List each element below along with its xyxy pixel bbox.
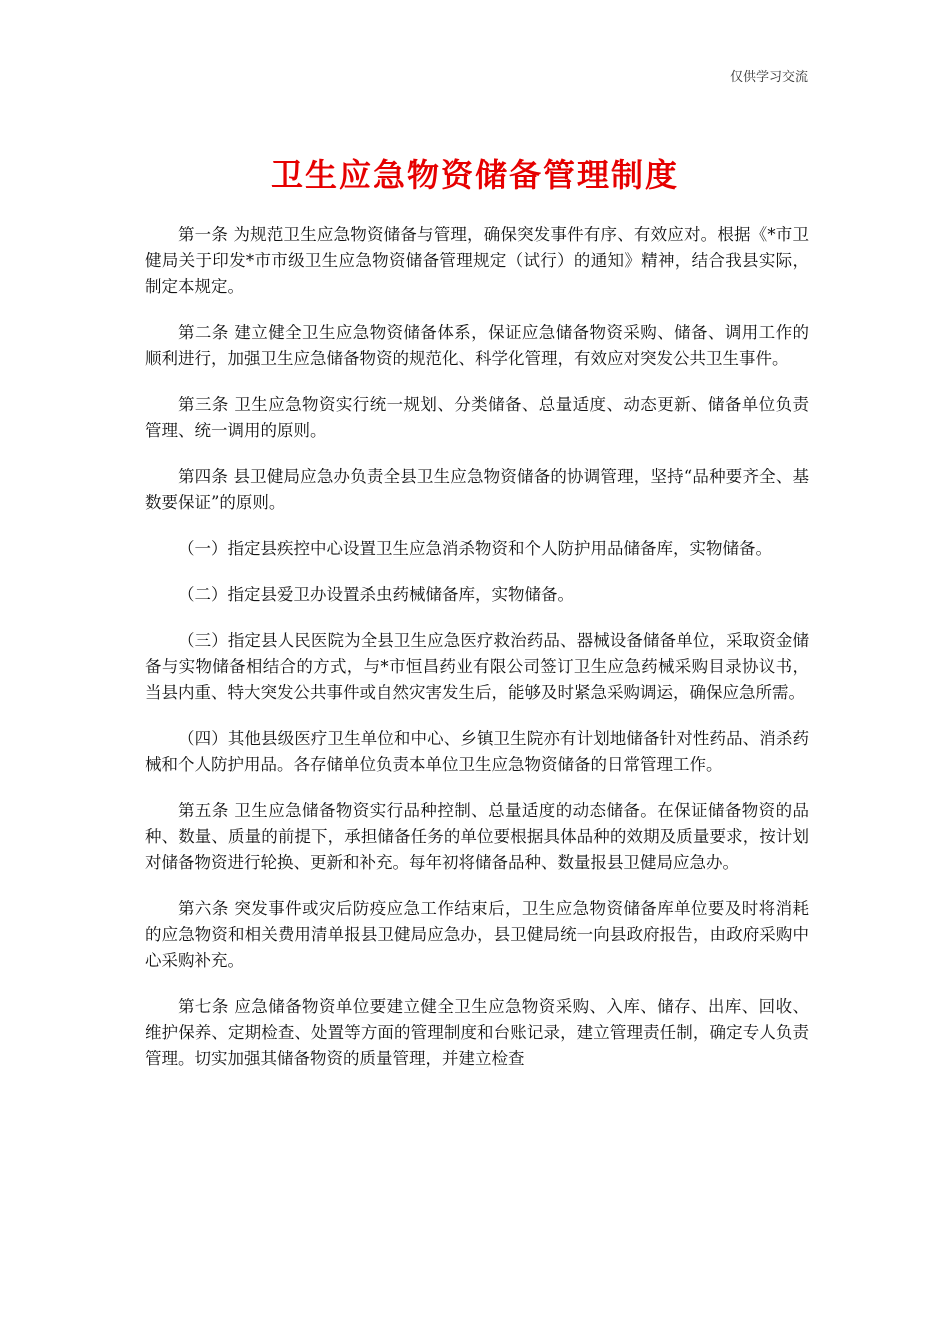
paragraph-item-4: （四）其他县级医疗卫生单位和中心、乡镇卫生院亦有计划地储备针对性药品、消杀药械和个人防护用品。各存储单位负责本单位卫生应急物资储备的日常管理工作。 <box>145 729 809 774</box>
paragraph-article-2: 第二条 建立健全卫生应急物资储备体系，保证应急储备物资采购、储备、调用工作的顺利进行，加强卫生应急储备物资的规范化、科学化管理，有效应对突发公共卫生事件。 <box>145 323 809 368</box>
paragraph-item-2: （二）指定县爱卫办设置杀虫药械储备库，实物储备。 <box>178 585 574 604</box>
paragraph-article-7: 第七条 应急储备物资单位要建立健全卫生应急物资采购、入库、储存、出库、回收、维护保养、定期检查、处置等方面的管理制度和台账记录，建立管理责任制，确定专人负责管理。切实加强其储备物资的质量管理，并建立检查 <box>145 997 809 1068</box>
paragraph-article-6: 第六条 突发事件或灾后防疫应急工作结束后，卫生应急物资储备库单位要及时将消耗的应急物资和相关费用清单报县卫健局应急办，县卫健局统一向县政府报告，由政府采购中心采购补充。 <box>145 899 809 970</box>
header-note: 仅供学习交流 <box>729 70 808 85</box>
document-body <box>145 222 809 1092</box>
paragraph-article-4: 第四条 县卫健局应急办负责全县卫生应急物资储备的协调管理，坚持“品种要齐全、基数要保证”的原则。 <box>145 467 809 512</box>
paragraph-article-5: 第五条 卫生应急储备物资实行品种控制、总量适度的动态储备。在保证储备物资的品种、数量、质量的前提下，承担储备任务的单位要根据具体品种的效期及质量要求，按计划对储备物资进行轮换、更新和补充。每年初将储备品种、数量报县卫健局应急办。 <box>145 801 809 872</box>
paragraph-article-1: 第一条 为规范卫生应急物资储备与管理，确保突发事件有序、有效应对。根据《*市卫健局关于印发*市市级卫生应急物资储备管理规定（试行）的通知》精神，结合我县实际，制定本规定。 <box>145 225 809 296</box>
document-title: 卫生应急物资储备管理制度 <box>270 156 679 194</box>
paragraph-item-3: （三）指定县人民医院为全县卫生应急医疗救治药品、器械设备储备单位，采取资金储备与实物储备相结合的方式，与*市恒昌药业有限公司签订卫生应急药械采购目录协议书，当县内重、特大突发公共事件或自然灾害发生后，能够及时紧急采购调运，确保应急所需。 <box>145 631 809 702</box>
paragraph-article-3: 第三条 卫生应急物资实行统一规划、分类储备、总量适度、动态更新、储备单位负责管理、统一调用的原则。 <box>145 395 809 440</box>
paragraph-item-1: （一）指定县疾控中心设置卫生应急消杀物资和个人防护用品储备库，实物储备。 <box>178 539 772 558</box>
